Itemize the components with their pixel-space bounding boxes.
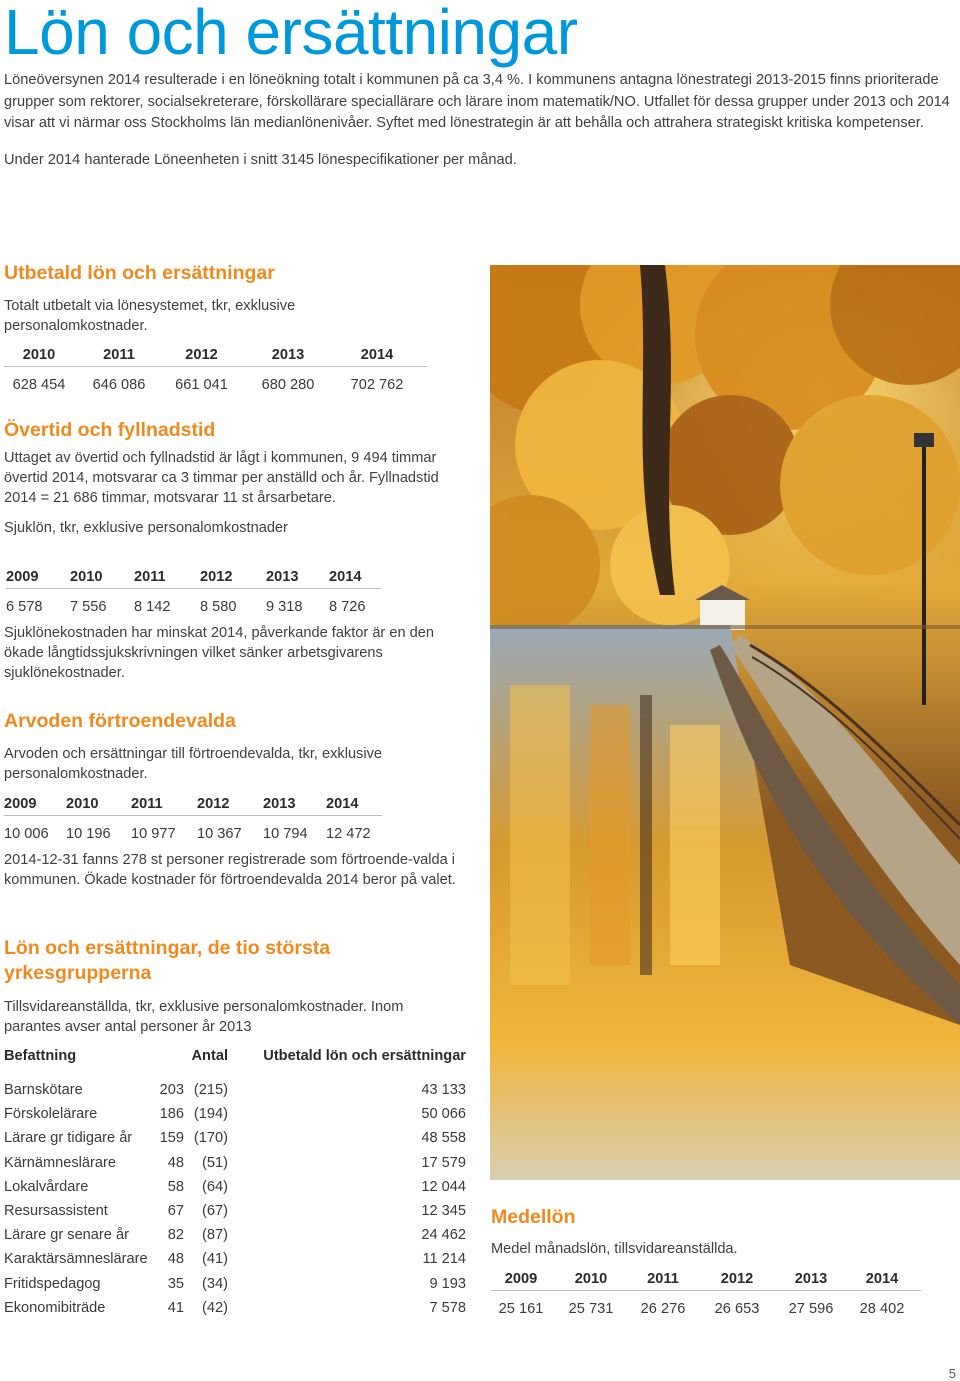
value-cell: 680 280 bbox=[261, 377, 315, 393]
value-cell: 6 578 bbox=[6, 599, 43, 615]
value-cell: 12 472 bbox=[326, 826, 371, 842]
col-utbetald: Utbetald lön och ersättningar bbox=[263, 1048, 466, 1064]
belopp-cell: 12 044 bbox=[421, 1178, 466, 1195]
value-cell: 661 041 bbox=[175, 377, 228, 393]
year-cell: 2012 bbox=[200, 569, 266, 589]
page-number: 5 bbox=[948, 1366, 956, 1381]
antal-2013-cell: (42) bbox=[202, 1299, 228, 1316]
befattning-cell: Ekonomibiträde bbox=[4, 1299, 106, 1316]
yrkesgrupp-row bbox=[4, 1272, 466, 1296]
yrkesgrupp-row bbox=[4, 1175, 466, 1199]
utbetald-description: Totalt utbetalt via lönesystemet, tkr, exklusive personalomkostnader. bbox=[4, 298, 296, 334]
sjuklon-note: Sjuklönekostnaden har minskat 2014, påverkande faktor är en den ökade långtidssjukskrivningen vilket sänker arbetsgivarens sjuklönekostnader. bbox=[4, 625, 434, 681]
year-cell: 2009 bbox=[6, 569, 70, 589]
medellon-table bbox=[491, 1271, 921, 1317]
year-cell: 2009 bbox=[491, 1271, 561, 1291]
value-cell: 646 086 bbox=[92, 377, 146, 393]
befattning-cell: Karaktärsämneslärare bbox=[4, 1251, 148, 1268]
medellon-value-row bbox=[491, 1291, 921, 1318]
intro-section bbox=[4, 70, 958, 186]
belopp-cell: 24 462 bbox=[421, 1227, 466, 1244]
value-cell: 9 318 bbox=[266, 599, 303, 615]
befattning-cell: Barnskötare bbox=[4, 1082, 83, 1099]
value-cell: 8 726 bbox=[329, 599, 366, 615]
antal-cell: 203 bbox=[159, 1082, 184, 1099]
medellon-description: Medel månadslön, tillsvidareanställda. bbox=[491, 1241, 738, 1257]
befattning-cell: Resursassistent bbox=[4, 1203, 108, 1220]
belopp-cell: 7 578 bbox=[429, 1299, 466, 1316]
antal-2013-cell: (194) bbox=[193, 1106, 228, 1123]
antal-2013-cell: (64) bbox=[202, 1178, 228, 1195]
year-cell: 2014 bbox=[326, 796, 382, 816]
belopp-cell: 43 133 bbox=[421, 1082, 466, 1099]
antal-2013-cell: (34) bbox=[202, 1275, 228, 1292]
year-cell: 2014 bbox=[329, 569, 381, 589]
value-cell: 10 006 bbox=[4, 826, 49, 842]
value-cell: 26 653 bbox=[714, 1301, 760, 1317]
antal-2013-cell: (170) bbox=[193, 1130, 228, 1147]
year-cell: 2014 bbox=[853, 1271, 921, 1291]
year-cell: 2011 bbox=[631, 1271, 705, 1291]
value-cell: 27 596 bbox=[788, 1301, 834, 1317]
arvoden-description: Arvoden och ersättningar till förtroendevalda, tkr, exklusive personalomkostnader. bbox=[4, 746, 383, 782]
yrkesgrupp-row bbox=[4, 1223, 466, 1247]
antal-cell: 35 bbox=[167, 1275, 184, 1292]
col-antal: Antal bbox=[191, 1048, 228, 1064]
utbetald-value-row bbox=[4, 367, 427, 394]
intro-paragraph: Löneöversynen 2014 resulterade i en löneökning totalt i kommunen på ca 3,4 %. I kommunens antagna lönestrategi 2013-2015 finns prioriterade grupper som rektorer, socialsekreterare, förskollärare speciallärare och lärare inom matematik/NO. Utfallet för dessa grupper under 2013 och 2014 visar att vi närmar oss Stockholms län medianlönenivåer. Syftet med lönestrategin är att behålla och attrahera strategiskt kritiska kompetenser. bbox=[4, 72, 950, 131]
belopp-cell: 12 345 bbox=[421, 1203, 466, 1220]
antal-cell: 67 bbox=[167, 1203, 184, 1220]
value-cell: 26 276 bbox=[640, 1301, 686, 1317]
year-cell: 2013 bbox=[779, 1271, 853, 1291]
yrkesgrupp-row bbox=[4, 1151, 466, 1175]
antal-cell: 159 bbox=[159, 1130, 184, 1147]
value-cell: 25 731 bbox=[568, 1301, 614, 1317]
arvoden-note: 2014-12-31 fanns 278 st personer registrerade som förtroende-valda i kommunen. Ökade kostnader för förtroendevalda 2014 beror på valet. bbox=[4, 852, 456, 888]
year-cell: 2010 bbox=[561, 1271, 631, 1291]
antal-cell: 41 bbox=[167, 1299, 184, 1316]
yrkesgrupp-row bbox=[4, 1102, 466, 1126]
value-cell: 25 161 bbox=[498, 1301, 544, 1317]
arvoden-value-row bbox=[4, 816, 382, 843]
antal-cell: 186 bbox=[159, 1106, 184, 1123]
belopp-cell: 50 066 bbox=[421, 1106, 466, 1123]
value-cell: 8 580 bbox=[200, 599, 237, 615]
value-cell: 10 196 bbox=[66, 826, 111, 842]
overtid-heading: Övertid och fyllnadstid bbox=[4, 419, 216, 441]
sjuklon-value-row bbox=[6, 589, 381, 616]
antal-2013-cell: (87) bbox=[202, 1227, 228, 1244]
antal-2013-cell: (41) bbox=[202, 1251, 228, 1268]
belopp-cell: 9 193 bbox=[429, 1275, 466, 1292]
year-cell: 2010 bbox=[70, 569, 134, 589]
year-cell: 2009 bbox=[4, 796, 66, 816]
year-cell: 2013 bbox=[266, 569, 329, 589]
value-cell: 28 402 bbox=[859, 1301, 905, 1317]
value-cell: 8 142 bbox=[134, 599, 171, 615]
antal-2013-cell: (215) bbox=[193, 1082, 228, 1099]
sjuklon-description: Sjuklön, tkr, exklusive personalomkostnader bbox=[4, 520, 288, 536]
year-cell: 2010 bbox=[66, 796, 131, 816]
year-cell: 2012 bbox=[197, 796, 263, 816]
antal-cell: 48 bbox=[167, 1251, 184, 1268]
befattning-cell: Lärare gr tidigare år bbox=[4, 1130, 133, 1147]
intro-paragraph-statistics: Under 2014 hanterade Löneenheten i snitt 3145 lönespecifikationer per månad. bbox=[4, 151, 517, 168]
storsta-heading: Lön och ersättningar, de tio största yrkesgrupperna bbox=[4, 937, 331, 984]
antal-2013-cell: (67) bbox=[202, 1203, 228, 1220]
arvoden-table bbox=[4, 796, 382, 842]
year-cell: 2013 bbox=[263, 796, 326, 816]
befattning-cell: Förskolelärare bbox=[4, 1106, 98, 1123]
page-title: Lön och ersättningar bbox=[4, 0, 578, 68]
yrkesgrupp-row bbox=[4, 1078, 466, 1102]
utbetald-heading: Utbetald lön och ersättningar bbox=[4, 262, 275, 284]
year-cell: 2011 bbox=[131, 796, 197, 816]
year-cell: 2014 bbox=[337, 347, 427, 367]
value-cell: 10 977 bbox=[131, 826, 176, 842]
sjuklon-table bbox=[6, 569, 381, 615]
antal-cell: 82 bbox=[167, 1227, 184, 1244]
yrkesgrupp-row bbox=[4, 1296, 466, 1320]
medellon-year-row bbox=[491, 1271, 921, 1291]
arvoden-heading: Arvoden förtroendevalda bbox=[4, 710, 236, 732]
year-cell: 2011 bbox=[134, 569, 200, 589]
value-cell: 7 556 bbox=[70, 599, 107, 615]
yrkesgrupper-table bbox=[4, 1048, 466, 1320]
value-cell: 10 367 bbox=[197, 826, 242, 842]
autumn-river-photo bbox=[490, 265, 960, 1180]
value-cell: 628 454 bbox=[12, 377, 66, 393]
year-cell: 2010 bbox=[4, 347, 84, 367]
belopp-cell: 17 579 bbox=[421, 1154, 466, 1171]
storsta-description: Tillsvidareanställda, tkr, exklusive personalomkostnader. Inom parantes avser antal personer år 2013 bbox=[4, 999, 404, 1035]
yrkesgrupp-row bbox=[4, 1247, 466, 1271]
year-cell: 2012 bbox=[705, 1271, 779, 1291]
arvoden-year-row bbox=[4, 796, 382, 816]
year-cell: 2012 bbox=[164, 347, 249, 367]
yrkesgrupp-row bbox=[4, 1199, 466, 1223]
overtid-text: Uttaget av övertid och fyllnadstid är lågt i kommunen, 9 494 timmar övertid 2014, motsvarar ca 3 timmar per anställd och år. Fyllnadstid 2014 = 21 686 timmar, motsvarar 11 st årsarbetare. bbox=[4, 450, 439, 506]
belopp-cell: 11 214 bbox=[422, 1251, 466, 1268]
value-cell: 702 762 bbox=[350, 377, 404, 393]
utbetald-year-row bbox=[4, 347, 427, 367]
yrkesgrupper-header-row bbox=[4, 1048, 466, 1078]
col-befattning: Befattning bbox=[4, 1048, 77, 1064]
medellon-heading: Medellön bbox=[491, 1206, 576, 1228]
belopp-cell: 48 558 bbox=[421, 1130, 466, 1147]
value-cell: 10 794 bbox=[263, 826, 308, 842]
befattning-cell: Kärnämneslärare bbox=[4, 1154, 116, 1171]
befattning-cell: Lärare gr senare år bbox=[4, 1227, 129, 1244]
yrkesgrupp-row bbox=[4, 1126, 466, 1150]
year-cell: 2013 bbox=[249, 347, 337, 367]
yrkesgrupper-body bbox=[4, 1078, 466, 1320]
year-cell: 2011 bbox=[84, 347, 164, 367]
utbetald-table bbox=[4, 347, 427, 393]
befattning-cell: Lokalvårdare bbox=[4, 1178, 89, 1195]
antal-cell: 58 bbox=[167, 1178, 184, 1195]
antal-2013-cell: (51) bbox=[202, 1154, 228, 1171]
sjuklon-year-row bbox=[6, 569, 381, 589]
befattning-cell: Fritidspedagog bbox=[4, 1275, 101, 1292]
antal-cell: 48 bbox=[167, 1154, 184, 1171]
